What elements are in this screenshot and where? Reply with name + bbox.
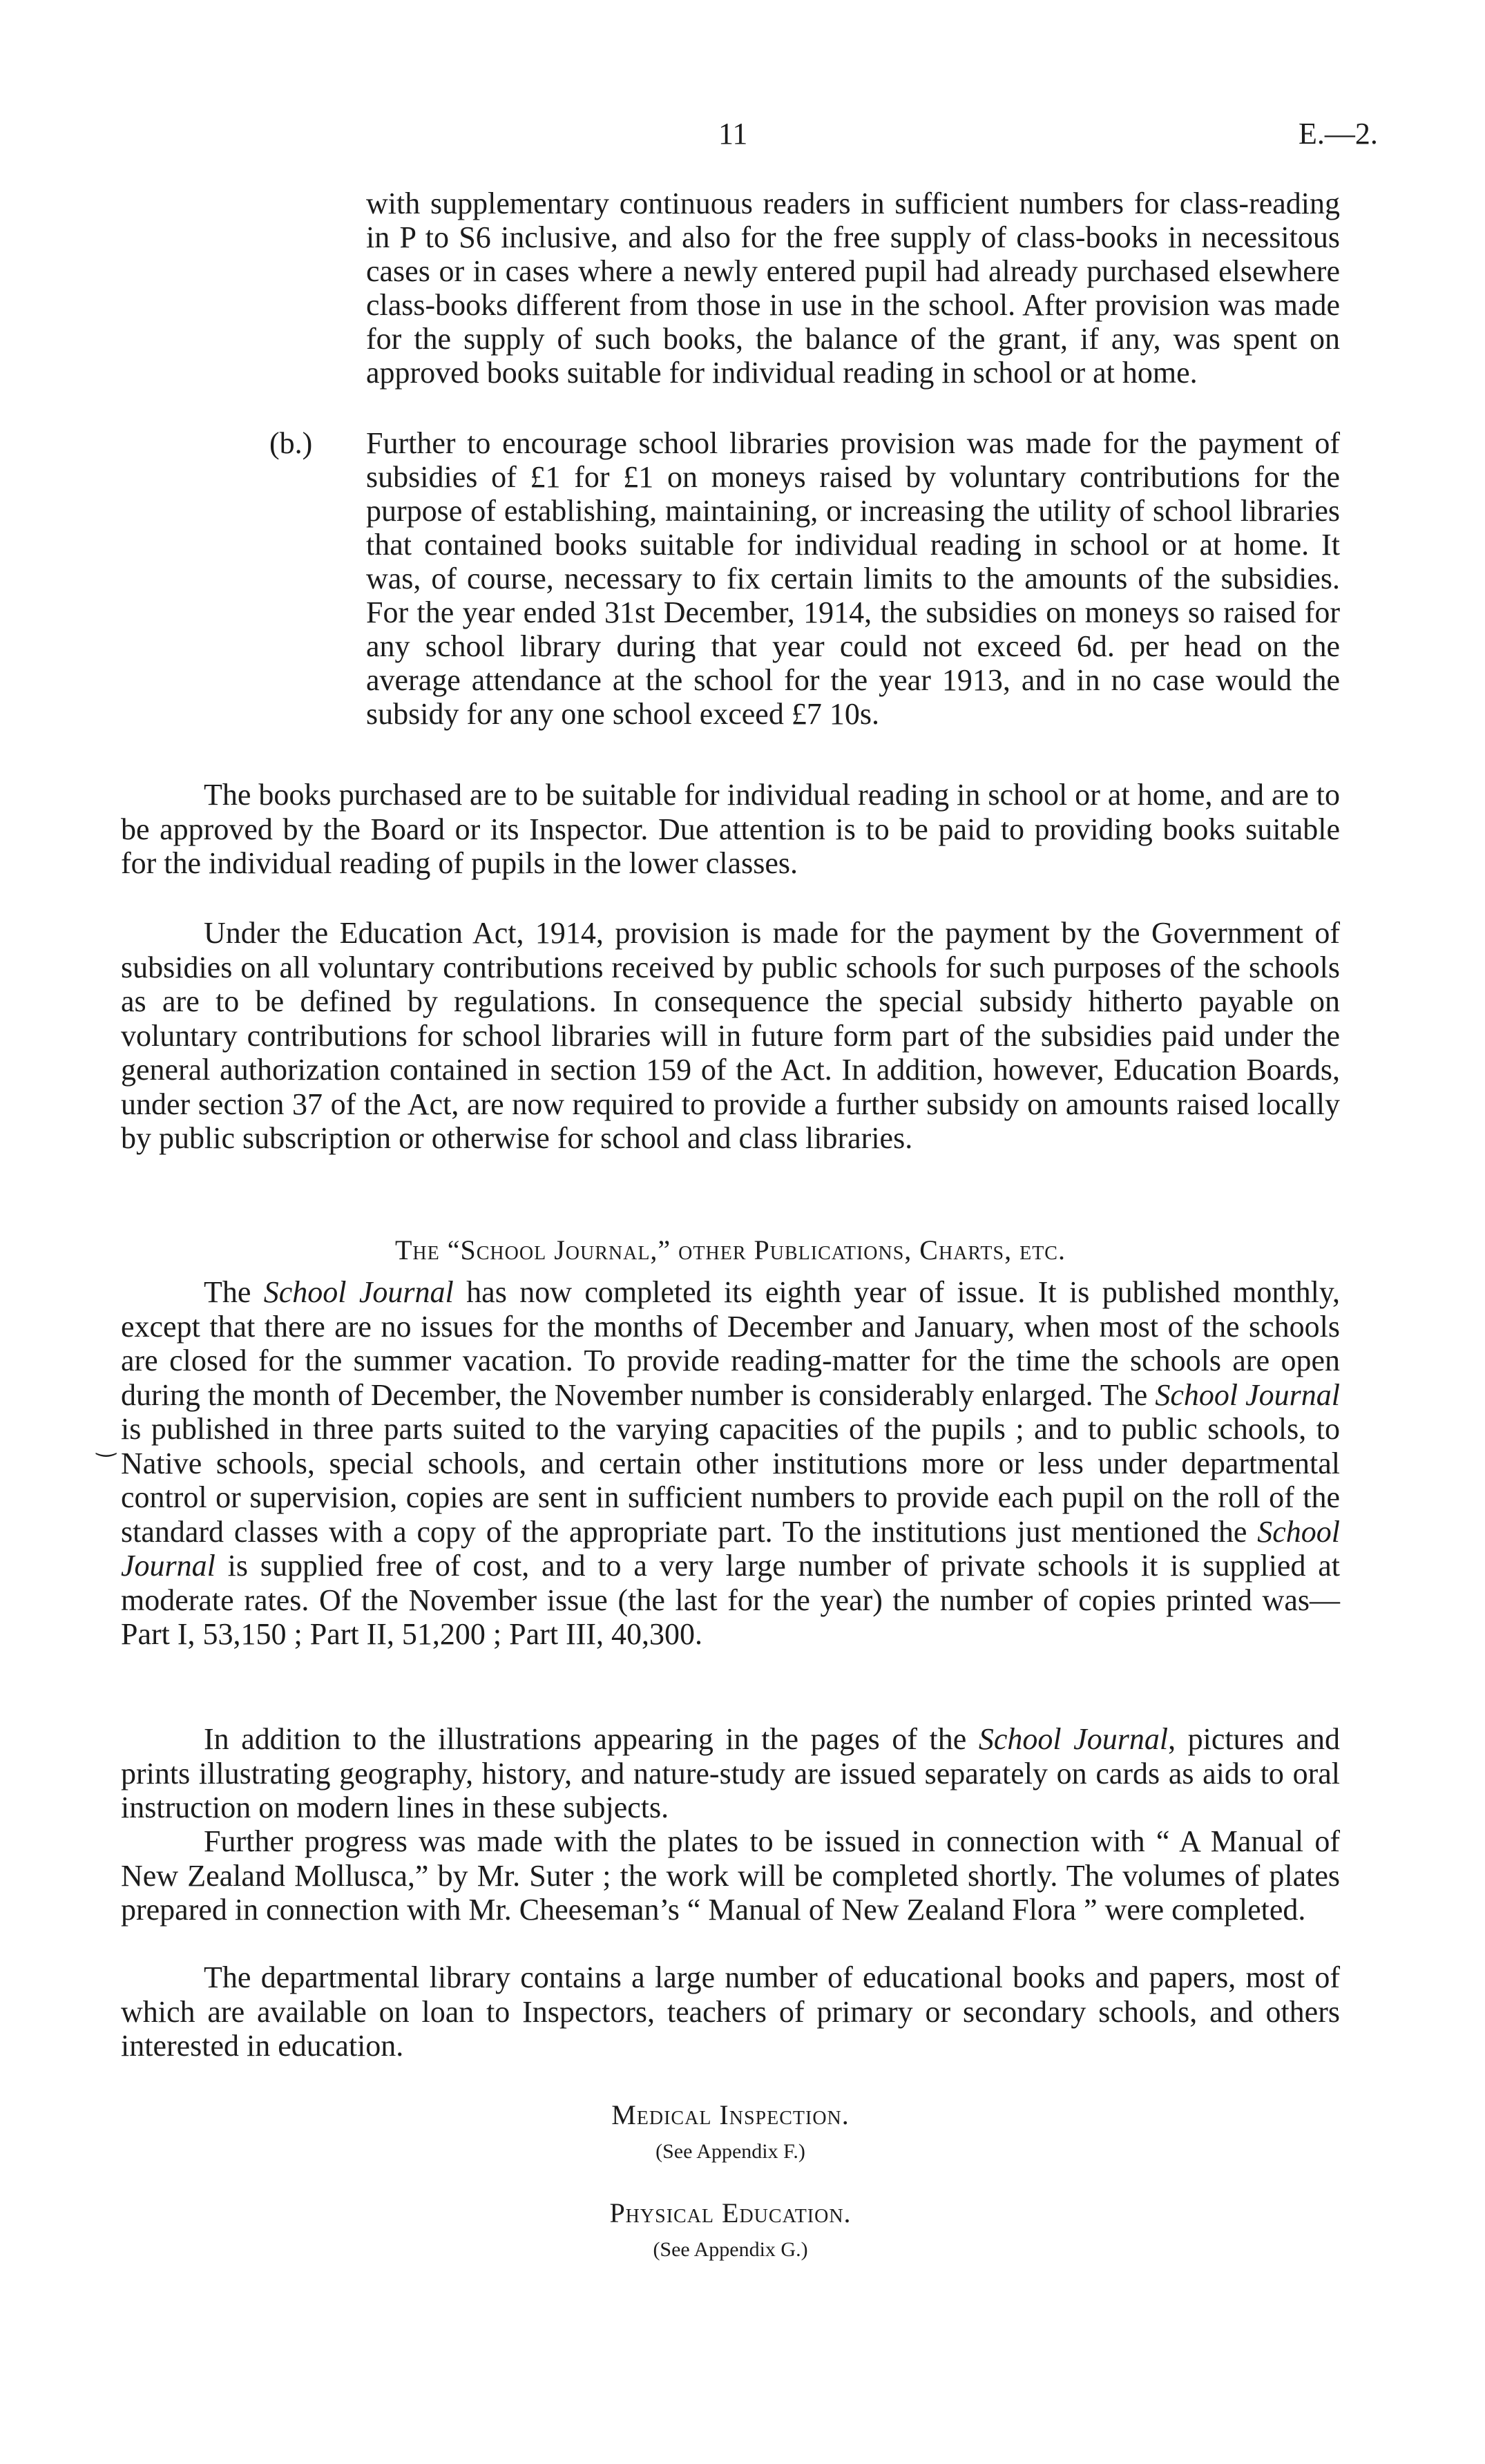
illustrations-text-1: In addition to the illustrations appearing in the pages of the xyxy=(204,1722,979,1756)
subsection-b-marker: (b.) xyxy=(269,426,313,460)
paragraph-library-text: The departmental library contains a large number of educational books and papers, most of which are available on loan to Inspectors, teachers of primary or secondary schools, and others interested in education. xyxy=(121,1960,1340,2063)
section-heading-medical-inspection: Medical Inspection. xyxy=(611,2099,850,2130)
paragraph-education-act-text: Under the Education Act, 1914, provision is made for the payment by the Government of subsidies on all voluntary contributions received by public schools for such purposes of the schools as are to be defined by regulations. In consequence the special subsidy hitherto payable on voluntary contributions for school libraries will in future form part of the subsidies paid under the general authorization contained in section 159 of the Act. In addition, however, Education Boards, under section 37 of the Act, are now required to provide a further subsidy on amounts raised locally by public subscription or otherwise for school and class libraries. xyxy=(121,916,1340,1155)
document-code: E.—2. xyxy=(1299,117,1378,151)
subsection-a-continuation xyxy=(366,187,1340,390)
appendix-note-physical: (See Appendix G.) xyxy=(653,2238,808,2261)
journal-text-2: has now completed its eighth year of issue. It is published monthly, except that there are no issues for the months of December and January, when most of the schools are closed for the summer vacation. To provide reading-matter for the time the schools are open during the month of December, the November number is considerably enlarged. The xyxy=(121,1275,1341,1412)
paragraph-school-journal-text xyxy=(121,1275,1340,1652)
illustrations-journal-title: School Journal xyxy=(978,1722,1169,1756)
section-heading-physical-education: Physical Education. xyxy=(609,2197,852,2228)
illustrations-text-2: , pictures and prints illustrating geography, history, and nature-study are issued separately on cards as aids to oral instruction on modern lines in these subjects. xyxy=(121,1722,1341,1824)
paragraph-books-text: The books purchased are to be suitable for individual reading in school or at home, and are to be approved by the Board or its Inspector. Due attention is to be paid to providing books suitable for the individual reading of pupils in the lower classes. xyxy=(121,778,1340,880)
subsection-b-text: Further to encourage school libraries provision was made for the payment of subsidies of £1 for £1 on moneys raised by voluntary contributions for the purpose of establishing, maintaining, or increasing the utility of school libraries that contained books suitable for individual reading in school or at home. It was, of course, necessary to fix certain limits to the amounts of the subsidies. For the year ended 31st December, 1914, the subsidies on moneys so raised for any school library during that year could not exceed 6d. per head on the average attendance at the school for the year 1913, and in no case would the subsidy for any one school exceed £7 10s. xyxy=(366,426,1340,731)
journal-text-1: The xyxy=(204,1275,264,1309)
journal-title-3: School Journal xyxy=(121,1514,1340,1583)
paragraph-illustrations-text xyxy=(121,1722,1340,1825)
section-heading-school-journal: The “School Journal,” other Publications, Charts, etc. xyxy=(395,1234,1066,1266)
appendix-note-medical: (See Appendix F.) xyxy=(655,2140,805,2163)
margin-mark-icon: ‿ xyxy=(97,1431,116,1457)
paragraph-progress-text: Further progress was made with the plates to be issued in connection with “ A Manual of New Zealand Mollusca,” by Mr. Suter ; the work will be completed shortly. The volumes of plates prepared in connection with Mr. Cheeseman’s “ Manual of New Zealand Flora ” were completed. xyxy=(121,1824,1340,1927)
paragraph-books xyxy=(121,778,1340,881)
journal-title-2: School Journal xyxy=(1155,1377,1340,1412)
paragraph-education-act xyxy=(121,916,1340,1156)
paragraph-school-journal xyxy=(121,1275,1340,1652)
paragraph-library xyxy=(121,1960,1340,2063)
journal-title-1: School Journal xyxy=(263,1275,454,1309)
paragraph-illustrations xyxy=(121,1722,1340,1825)
page-number: 11 xyxy=(718,117,748,151)
journal-text-4: is supplied free of cost, and to a very large number of private schools it is supplied at moderate rates. Of the November issue (the last for the year) the number of copies printed was—Part I, 53,150 ; Part II, 51,200 ; Part III, 40,300. xyxy=(121,1549,1340,1651)
subsection-b xyxy=(269,426,1340,731)
paragraph-progress xyxy=(121,1824,1340,1927)
journal-text-3: is published in three parts suited to the varying capacities of the pupils ; and to public schools, to Native schools, special schools, and certain other institutions more or less under departmental control or supervision, copies are sent in sufficient numbers to provide each pupil on the roll of the standard classes with a copy of the appropriate part. To the institutions just mentioned the xyxy=(121,1412,1340,1549)
subsection-a-text: with supplementary continuous readers in sufficient numbers for class-reading in P to S6 inclusive, and also for the free supply of class-books in necessitous cases or in cases where a newly entered pupil had already purchased elsewhere class-books different from those in use in the school. After provision was made for the supply of such books, the balance of the grant, if any, was spent on approved books suitable for individual reading in school or at home. xyxy=(366,187,1340,390)
